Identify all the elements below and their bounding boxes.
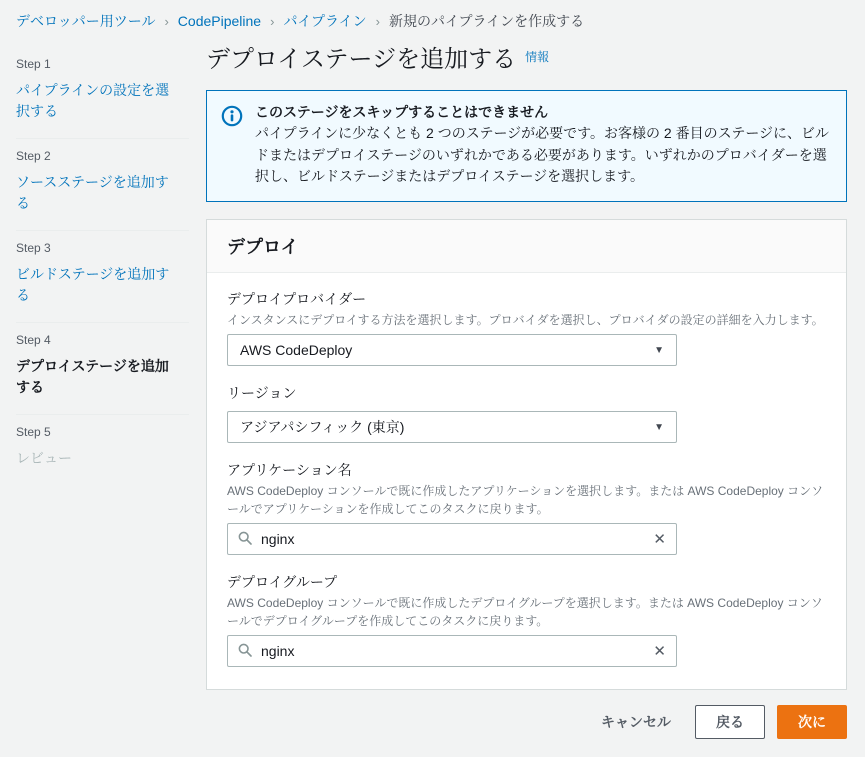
card-body [207,273,846,689]
search-icon [238,531,252,548]
wizard-step-2 [16,139,189,231]
wizard-step-4-current [16,323,189,415]
field-label: アプリケーション名 [227,462,352,479]
application-name-search [227,523,677,555]
alert-content [255,102,830,188]
back-button[interactable]: 戻る [695,705,765,739]
deploy-provider-select[interactable] [227,334,677,366]
info-circle-icon [221,102,243,188]
alert-title: このステージをスキップすることはできません [255,104,549,120]
field-label: リージョン [227,385,297,402]
field-region [227,383,826,443]
page-title-row [206,39,847,74]
field-deploy-provider [227,289,826,366]
breadcrumb [0,0,865,37]
region-select[interactable] [227,411,677,443]
breadcrumb-separator-icon: › [375,13,380,29]
field-description: インスタンスにデプロイする方法を選択します。プロバイダを選択し、プロバイダの設定の詳細を入力します。 [227,313,824,328]
page-layout [0,37,865,757]
alert-body: パイプラインに少なくとも 2 つのステージが必要です。お客様の 2 番目のステージに、ビルドまたはデプロイステージのいずれかである必要があります。いずれかのプロバイダーを選択し、ビルドステージまたはデプロイステージを選択します。 [255,125,830,185]
page-title: デプロイステージを追加する [206,46,517,73]
application-name-input[interactable] [259,530,646,548]
next-button[interactable]: 次に [777,705,847,739]
breadcrumb-current-page: 新規のパイプラインを作成する [388,13,585,29]
breadcrumb-codepipeline[interactable]: CodePipeline [177,13,262,29]
step-number: Step 4 [16,333,51,347]
sidebar-item-review: レビュー [16,450,72,466]
breadcrumb-pipelines[interactable]: パイプライン [283,13,367,29]
main-content [206,37,847,757]
clear-icon[interactable]: ✕ [653,530,666,548]
breadcrumb-developer-tools[interactable]: デベロッパー用ツール [16,13,156,29]
breadcrumb-separator-icon: › [270,13,275,29]
sidebar-item-choose-pipeline-settings[interactable]: パイプラインの設定を選択する [16,82,170,119]
field-label: デプロイグループ [227,574,338,591]
sidebar-item-add-deploy-stage: デプロイステージを追加する [16,358,169,395]
sidebar-item-add-source-stage[interactable]: ソースステージを追加する [16,174,169,211]
step-number: Step 1 [16,57,51,71]
field-description: AWS CodeDeploy コンソールで既に作成したデプロイグループを選択します。または AWS CodeDeploy コンソールでデプロイグループを作成してこのタスクに戻ります。 [227,596,823,629]
step-number: Step 5 [16,425,51,439]
info-alert [206,90,847,202]
wizard-footer-actions [206,690,847,757]
select-value: AWS CodeDeploy [240,342,353,359]
select-value: アジアパシフィック (東京) [240,419,405,436]
wizard-step-3 [16,231,189,323]
wizard-step-1 [16,47,189,139]
info-link[interactable]: 情報 [525,50,550,64]
chevron-down-icon: ▼ [654,344,664,356]
breadcrumb-separator-icon: › [164,13,169,29]
search-icon [238,643,252,660]
step-number: Step 2 [16,149,51,163]
deploy-section-card [206,219,847,690]
clear-icon[interactable]: ✕ [653,642,666,660]
field-application-name [227,460,826,555]
deployment-group-search [227,635,677,667]
wizard-steps-sidebar [16,37,189,485]
cancel-button[interactable]: キャンセル [601,714,671,731]
chevron-down-icon: ▼ [654,421,664,433]
field-label: デプロイプロバイダー [227,291,367,308]
step-number: Step 3 [16,241,51,255]
sidebar-item-add-build-stage[interactable]: ビルドステージを追加する [16,266,170,303]
field-deployment-group [227,572,826,667]
field-description: AWS CodeDeploy コンソールで既に作成したアプリケーションを選択します。または AWS CodeDeploy コンソールでアプリケーションを作成してこのタスクに戻ります。 [227,484,824,517]
card-header [207,220,846,273]
deployment-group-input[interactable] [259,642,646,660]
card-title: デプロイ [227,237,299,258]
wizard-step-5 [16,415,189,485]
